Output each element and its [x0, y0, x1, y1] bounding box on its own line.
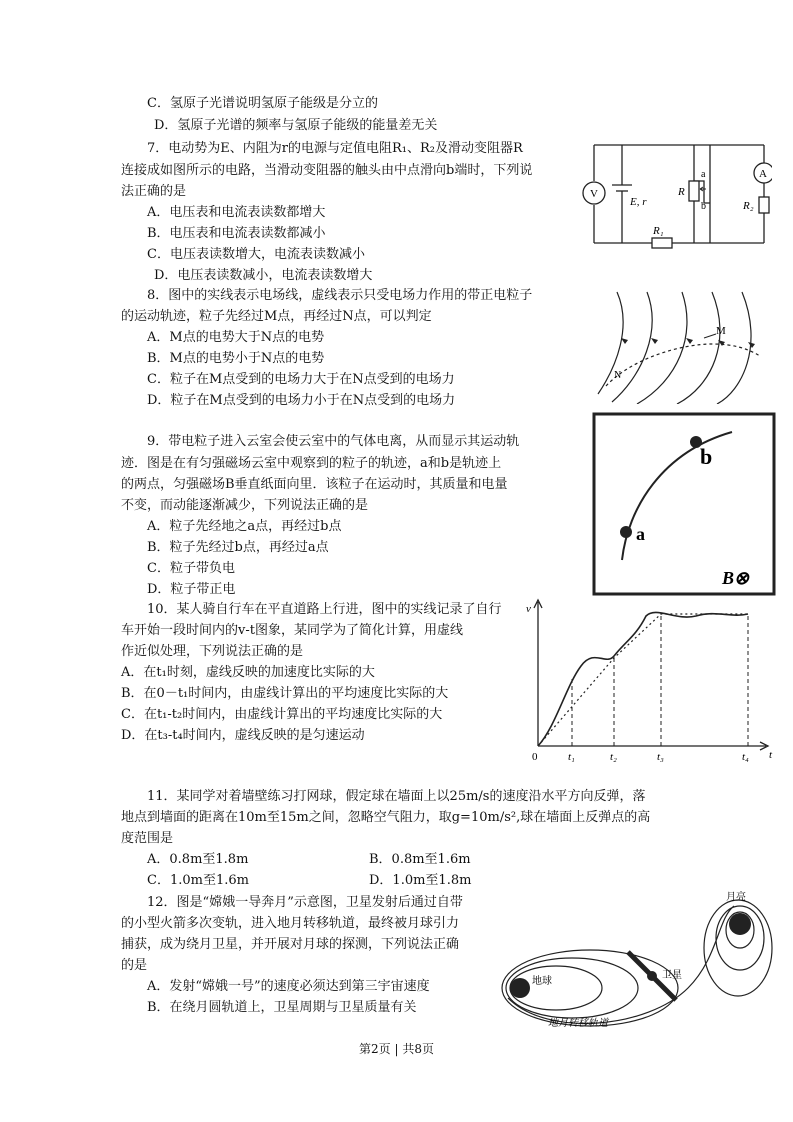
q11-option-d: D．1.0m至1.8m	[369, 873, 472, 888]
actual-velocity-curve	[538, 612, 748, 746]
ammeter-label: A	[759, 168, 767, 180]
source-label: E, r	[630, 196, 647, 208]
q7-option-a: A．电压表和电流表读数都增大	[147, 205, 326, 220]
q8-option-a: A．M点的电势大于N点的电势	[147, 330, 325, 345]
q6-option-d: D．氢原子光谱的频率与氢原子能级的能量差无关	[154, 118, 438, 133]
r1-label: R₁	[653, 225, 664, 237]
moon-label: 月亮	[726, 892, 746, 903]
q7-option-b: B．电压表和电流表读数都减小	[147, 226, 326, 241]
q10-option-d: D．在t₃-t₄时间内，虚线反映的是匀速运动	[121, 728, 365, 743]
q8-stem: 8．图中的实线表示电场线，虚线表示只受电场力作用的带正电粒子	[147, 288, 533, 303]
q11-stem: 地点到墙面的距离在10m至15m之间，忽略空气阻力，取g=10m/s²,球在墙面上反弹点的高	[121, 810, 651, 825]
q9-option-a: A．粒子先经地之a点，再经过b点	[147, 519, 342, 534]
q12-stem: 的小型火箭多次变轨，进入地月转移轨道，最终被月球引力	[121, 916, 460, 931]
point-b-label: b	[700, 444, 713, 469]
q7-circuit-diagram	[582, 137, 772, 249]
point-a-dot	[620, 526, 632, 538]
q8-electric-field-diagram	[592, 286, 772, 404]
q6-option-c: C．氢原子光谱说明氢原子能级是分立的	[147, 96, 378, 111]
origin-label: 0	[532, 751, 538, 763]
q8-option-d: D．粒子在M点受到的电场力小于在N点受到的电场力	[147, 393, 456, 408]
q12-option-b: B．在绕月圆轨道上，卫星周期与卫星质量有关	[147, 1000, 417, 1015]
rheostat-label: R	[678, 186, 685, 198]
q11-option-b: B．0.8m至1.6m	[369, 852, 471, 867]
q11-option-c: C．1.0m至1.6m	[147, 873, 249, 888]
q10-vt-graph	[526, 596, 776, 766]
point-n-label: N	[614, 370, 622, 381]
q7-option-c: C．电压表读数增大，电流表读数减小	[147, 247, 365, 262]
q9-option-d: D．粒子带正电	[147, 582, 236, 597]
page-footer: 第2页 | 共8页	[359, 1042, 434, 1056]
resistor-r1-icon	[652, 238, 672, 248]
moon-icon	[729, 913, 751, 935]
t3-label: t₃	[657, 751, 664, 763]
q8-option-c: C．粒子在M点受到的电场力大于在N点受到的电场力	[147, 372, 455, 387]
q11-stem: 度范围是	[121, 831, 174, 846]
q9-stem: 的两点，匀强磁场B垂直纸面向里．该粒子在运动时，其质量和电量	[121, 477, 508, 492]
q9-option-c: C．粒子带负电	[147, 561, 235, 576]
q10-stem: 车开始一段时间内的v-t图象，某同学为了简化计算，用虚线	[121, 623, 463, 638]
q10-stem: 作近似处理，下列说法正确的是	[121, 644, 304, 659]
resistor-r2-icon	[759, 197, 769, 213]
q7-stem: 7．电动势为E、内阻为r的电源与定值电阻R₁、R₂及滑动变阻器R	[147, 141, 523, 156]
q7-stem: 连接成如图所示的电路，当滑动变阻器的触头由中点滑向b端时，下列说	[121, 163, 533, 178]
q8-stem: 的运动轨迹，粒子先经过M点，再经过N点，可以判定	[121, 309, 432, 324]
q12-stem: 的是	[121, 958, 148, 973]
voltmeter-label: V	[590, 188, 598, 200]
rheostat-a-label: a	[701, 169, 706, 180]
earth-icon	[510, 978, 530, 998]
q7-option-d: D．电压表读数减小，电流表读数增大	[154, 268, 373, 283]
t-axis-label: t	[769, 749, 773, 761]
q10-option-a: A．在t₁时刻，虚线反映的加速度比实际的大	[121, 665, 375, 680]
t4-label: t₄	[742, 751, 749, 763]
q10-option-c: C．在t₁-t₂时间内，由虚线计算出的平均速度比实际的大	[121, 707, 443, 722]
q12-stem: 12．图是“嫦娥一导奔月”示意图，卫星发射后通过自带	[147, 895, 463, 910]
q11-option-a: A．0.8m至1.8m	[147, 852, 249, 867]
rheostat-b-label: b	[701, 201, 706, 212]
q12-stem: 捕获，成为绕月卫星，并开展对月球的探测，下列说法正确	[121, 937, 460, 952]
t2-label: t₂	[610, 751, 617, 763]
point-a-label: a	[636, 524, 645, 544]
q11-stem: 11．某同学对着墙壁练习打网球，假定球在墙面上以25m/s的速度沿水平方向反弹，落	[147, 789, 646, 804]
q8-option-b: B．M点的电势小于N点的电势	[147, 351, 325, 366]
q10-stem: 10．某人骑自行车在平直道路上行进，图中的实线记录了自行	[147, 602, 502, 617]
rheostat-icon	[689, 181, 699, 201]
approximate-velocity-line	[538, 614, 748, 746]
r2-label: R₂	[743, 200, 754, 212]
q9-option-b: B．粒子先经过b点，再经过a点	[147, 540, 329, 555]
v-axis-label: v	[526, 603, 531, 615]
t1-label: t₁	[568, 751, 575, 763]
q7-stem: 法正确的是	[121, 184, 187, 199]
q9-stem: 不变，而动能逐渐减少，下列说法正确的是	[121, 498, 369, 513]
satellite-label: 卫星	[662, 970, 682, 981]
q9-stem: 9．带电粒子进入云室会使云室中的气体电离，从而显示其运动轨	[147, 434, 520, 449]
point-m-label: M	[716, 325, 726, 337]
q9-cloud-chamber-diagram	[592, 412, 776, 596]
q10-option-b: B．在0－t₁时间内，由虚线计算出的平均速度比实际的大	[121, 686, 449, 701]
q12-option-a: A．发射“嫦娥一号”的速度必须达到第三宇宙速度	[147, 979, 430, 994]
q12-chang-e-orbit-diagram	[498, 888, 788, 1030]
transfer-orbit-label: 地月转移轨道	[548, 1018, 608, 1029]
earth-label: 地球	[532, 976, 552, 987]
magnetic-field-label: B⊗	[722, 568, 750, 588]
q9-stem: 迹．图是在有匀强磁场云室中观察到的粒子的轨迹，a和b是轨迹上	[121, 456, 502, 471]
